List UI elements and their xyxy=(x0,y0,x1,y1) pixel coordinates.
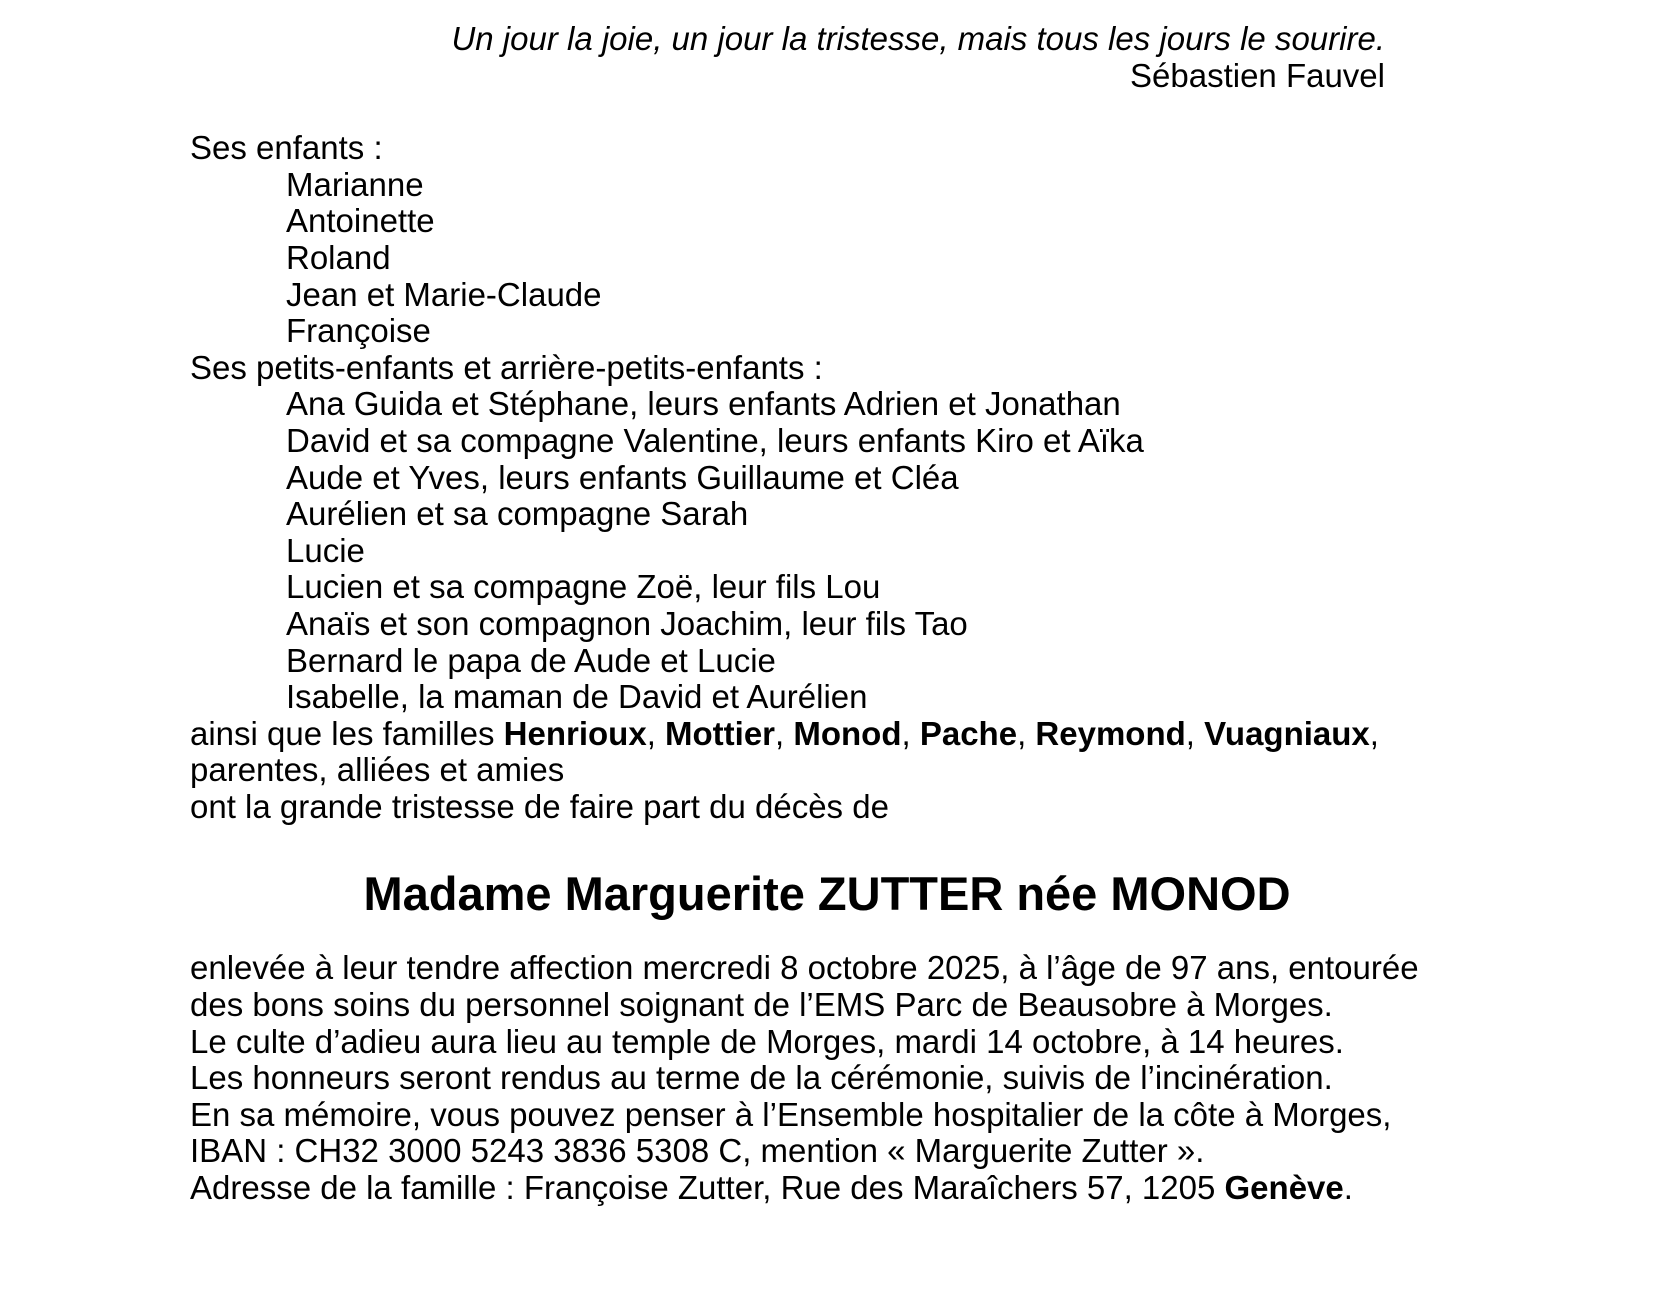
address-suffix: . xyxy=(1343,1169,1353,1207)
detail-paragraph-death: enlevée à leur tendre affection mercredi 8 octobre 2025, à l’âge de 97 ans, entourée des bons soins du personnel soignant de l’EMS Parc de Beausobre à Morges. xyxy=(190,949,1419,1024)
address-prefix: Adresse de la famille : Françoise Zutter, Rue des Maraîchers 57, 1205 xyxy=(190,1169,1225,1207)
grandchild-line: Isabelle, la maman de David et Aurélien xyxy=(286,678,868,716)
child-name: Marianne xyxy=(286,165,424,203)
allied-families-line: ainsi que les familles Henrioux, Mottier, Monod, Pache, Reymond, Vuagniaux, xyxy=(190,714,1379,752)
child-name: Jean et Marie-Claude xyxy=(286,275,602,313)
grandchild-line: Aude et Yves, leurs enfants Guillaume et Cléa xyxy=(286,458,959,496)
detail-paragraph-memorial-iban: En sa mémoire, vous pouvez penser à l’Ensemble hospitalier de la côte à Morges, IBAN : CH32 3000 5243 3836 5308 C, mention « Marguerite Zutter ». xyxy=(190,1095,1392,1170)
quote-text: Un jour la joie, un jour la tristesse, mais tous les jours le sourire. xyxy=(451,20,1385,57)
grandchild-line: Aurélien et sa compagne Sarah xyxy=(286,495,749,533)
children-label: Ses enfants : xyxy=(190,129,383,167)
children-list xyxy=(190,167,1440,350)
allied-family-name: Vuagniaux xyxy=(1204,714,1370,752)
allied-families-line2: parentes, alliées et amies xyxy=(190,751,565,789)
allied-family-name: Monod xyxy=(793,714,902,752)
child-name: Françoise xyxy=(286,312,431,350)
allied-family-name: Pache xyxy=(919,714,1018,752)
grandchild-line: Lucie xyxy=(286,531,365,569)
grandchild-line: David et sa compagne Valentine, leurs enfants Kiro et Aïka xyxy=(286,421,1144,459)
grandchild-line: Ana Guida et Stéphane, leurs enfants Adrien et Jonathan xyxy=(286,385,1121,423)
announcement-line: ont la grande tristesse de faire part du décès de xyxy=(190,787,889,825)
child-name: Antoinette xyxy=(286,202,435,240)
grandchildren-list xyxy=(190,386,1440,715)
allied-family-name: Reymond xyxy=(1035,714,1186,752)
grandchild-line: Bernard le papa de Aude et Lucie xyxy=(286,641,776,679)
allied-family-name: Henrioux xyxy=(503,714,647,752)
quote-author: Sébastien Fauvel xyxy=(1130,56,1385,94)
allied-family-name: Mottier xyxy=(665,714,776,752)
quote-block xyxy=(0,0,1385,94)
address-city-bold: Genève xyxy=(1224,1169,1344,1207)
detail-paragraph-honors: Les honneurs seront rendus au terme de la cérémonie, suivis de l’incinération. xyxy=(190,1059,1333,1097)
grandchildren-label: Ses petits-enfants et arrière-petits-enfants : xyxy=(190,348,823,386)
child-name: Roland xyxy=(286,238,391,276)
deceased-name-title: Madame Marguerite ZUTTER née MONOD xyxy=(363,867,1291,921)
details-block xyxy=(190,950,1440,1206)
announcement-content xyxy=(190,130,1440,1206)
detail-paragraph-address xyxy=(190,1170,1440,1207)
grandchild-line: Lucien et sa compagne Zoë, leur fils Lou xyxy=(286,568,881,606)
family-block xyxy=(190,130,1440,825)
detail-paragraph-service: Le culte d’adieu aura lieu au temple de Morges, mardi 14 octobre, à 14 heures. xyxy=(190,1022,1344,1060)
grandchild-line: Anaïs et son compagnon Joachim, leur fils Tao xyxy=(286,604,968,642)
